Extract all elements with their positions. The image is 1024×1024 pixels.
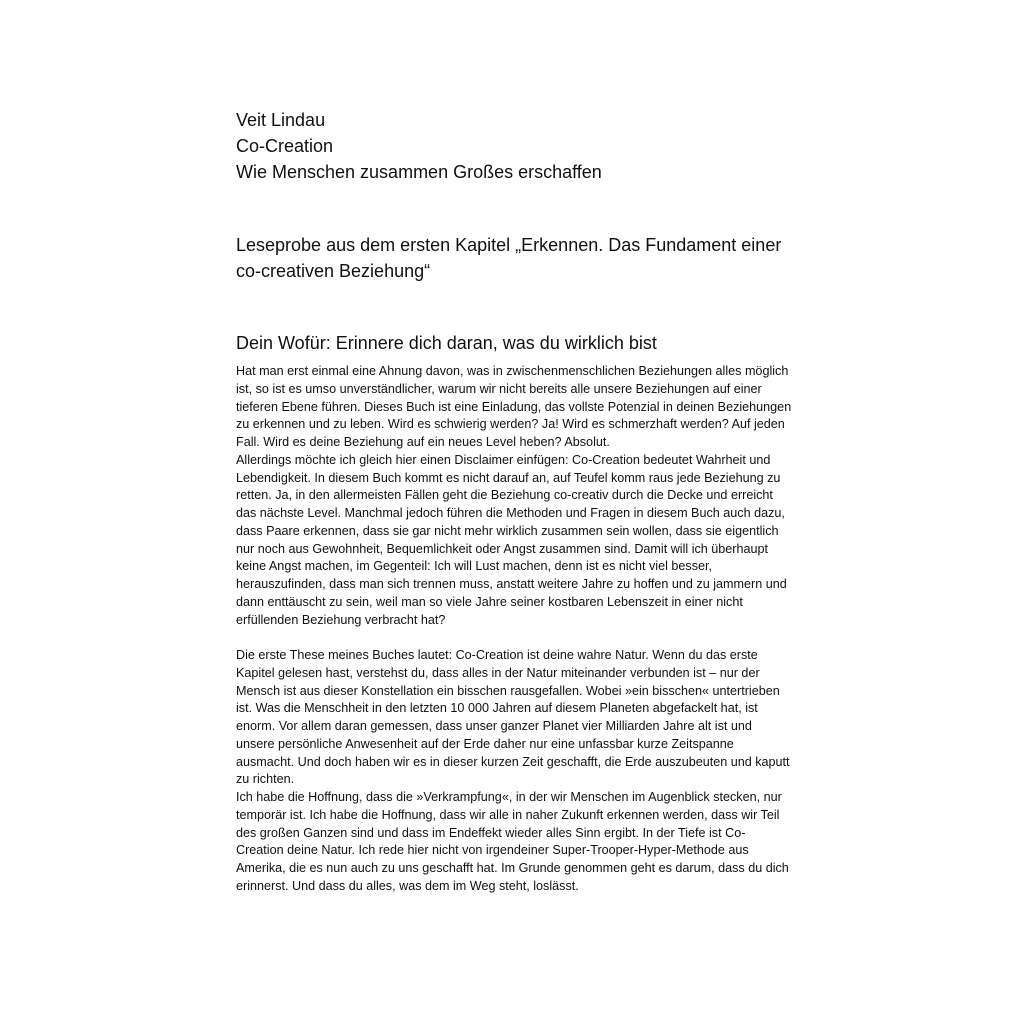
excerpt-title: Leseprobe aus dem ersten Kapitel „Erkennen. Das Fundament einer co-creativen Beziehung“ — [236, 235, 782, 281]
book-header — [236, 107, 796, 185]
paragraph: Ich habe die Hoffnung, dass die »Verkrampfung«, in der wir Menschen im Augenblick stecken, nur temporär ist. Ich habe die Hoffnung, dass wir alle in naher Zukunft erkennen werden, dass wir Teil des großen Ganzen sind und dass im Endeffekt wieder alles Sinn ergibt. In der Tiefe ist Co-Creation deine Natur. Ich rede hier nicht von irgendeiner Super-Trooper-Hyper-Methode aus Amerika, die es nun auch zu uns geschafft hat. Im Grunde genommen geht es darum, dass du dich erinnerst. Und dass du alles, was dem im Weg steht, loslässt. — [236, 790, 789, 893]
body-text — [236, 363, 792, 896]
paragraph: Die erste These meines Buches lautet: Co-Creation ist deine wahre Natur. Wenn du das erste Kapitel gelesen hast, verstehst du, dass alles in der Natur miteinander verbunden ist – nur der Mensch ist aus dieser Konstellation ein bisschen rausgefallen. Wobei »ein bisschen« untertrieben ist. Was die Menschheit in den letzten 10 000 Jahren auf diesem Planeten abgefackelt hat, ist enorm. Vor allem daran gemessen, dass unser ganzer Planet vier Milliarden Jahre alt ist und unsere persönliche Anwesenheit auf der Erde daher nur eine unfassbar kurze Zeitspanne ausmacht. Und doch haben wir es in dieser kurzen Zeit geschafft, die Erde auszubeuten und kaputt zu richten. — [236, 648, 790, 787]
book-title: Co-Creation — [236, 136, 334, 156]
paragraph: Hat man erst einmal eine Ahnung davon, was in zwischenmenschlichen Beziehungen alles möglich ist, so ist es umso unverständlicher, warum wir nicht bereits alle unsere Beziehungen auf einer tieferen Ebene führen. Dieses Buch ist eine Einladung, das vollste Potenzial in deinen Beziehungen zu erkennen und zu leben. Wird es schwierig werden? Ja! Wird es schmerzhaft werden? Auf jeden Fall. Wird es deine Beziehung auf ein neues Level heben? Absolut. — [236, 364, 792, 449]
paragraph: Allerdings möchte ich gleich hier einen Disclaimer einfügen: Co-Creation bedeutet Wahrheit und Lebendigkeit. In diesem Buch kommt es nicht darauf an, auf Teufel komm raus jede Beziehung zu retten. Ja, in den allermeisten Fällen geht die Beziehung co-creativ durch die Decke und erreicht das nächste Level. Manchmal jedoch führen die Methoden und Fragen in diesem Buch auch dazu, dass Paare erkennen, dass sie gar nicht mehr wirklich zusammen sein wollen, dass sie eigentlich nur noch aus Gewohnheit, Bequemlichkeit oder Angst zusammen sind. Damit will ich überhaupt keine Angst machen, im Gegenteil: Ich will Lust machen, denn ist es nicht viel besser, herauszufinden, dass man sich trennen muss, anstatt weitere Jahre zu hoffen und zu jammern und dann enttäuscht zu sein, weil man so viele Jahre seiner kostbaren Lebenszeit in einer nicht erfüllenden Beziehung verbracht hat? — [236, 452, 787, 627]
section-heading: Dein Wofür: Erinnere dich daran, was du wirklich bist — [236, 333, 657, 353]
book-subtitle: Wie Menschen zusammen Großes erschaffen — [236, 162, 602, 182]
author-name: Veit Lindau — [236, 110, 326, 130]
